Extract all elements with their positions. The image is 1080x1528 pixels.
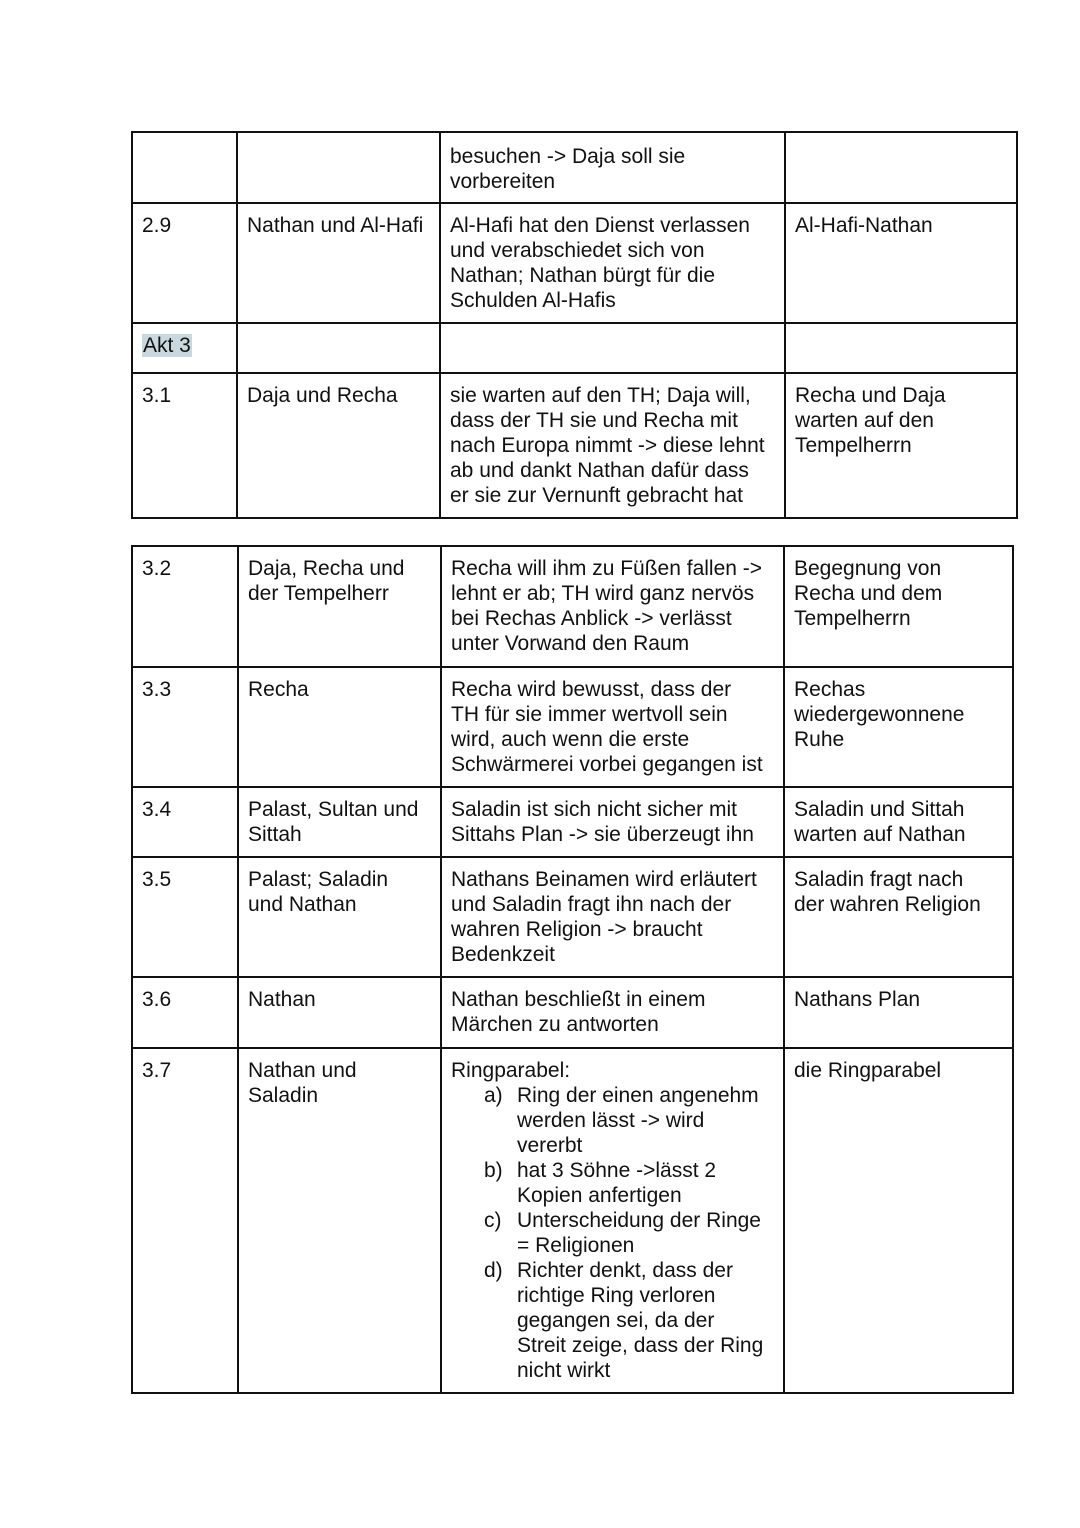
content-line: dass der TH sie und Recha mit: [450, 409, 738, 432]
content-line: Nathan beschließt in einem: [451, 988, 706, 1011]
content-cell: [441, 546, 784, 667]
list-item: [484, 1158, 775, 1208]
persons-line: Nathan und: [248, 1059, 357, 1082]
title-cell: [785, 323, 1017, 373]
content-heading: Ringparabel:: [451, 1059, 571, 1082]
scene-cell: [132, 323, 237, 373]
content-line: Recha will ihm zu Füßen fallen ->: [451, 557, 763, 580]
table-row: [132, 1048, 1013, 1393]
list-line: Richter denkt, dass der: [517, 1259, 733, 1282]
persons-line: Sittah: [248, 823, 302, 846]
content-cell: [441, 1048, 784, 1393]
persons-cell: [238, 546, 441, 667]
scene-number: 3.7: [142, 1059, 172, 1082]
table-row: [132, 667, 1013, 787]
content-line: wahren Religion -> braucht: [451, 918, 703, 941]
scene-number: 3.5: [142, 868, 172, 891]
list-line: = Religionen: [517, 1234, 635, 1257]
persons-cell: [237, 373, 440, 518]
content-cell: [440, 323, 785, 373]
title-line: Nathans Plan: [794, 988, 921, 1011]
persons-line: der Tempelherr: [248, 582, 389, 605]
content-cell: [440, 132, 785, 203]
content-line: sie warten auf den TH; Daja will,: [450, 384, 751, 407]
content-line: unter Vorwand den Raum: [451, 632, 690, 655]
scene-cell: [132, 1048, 238, 1393]
persons-line: und Nathan: [248, 893, 357, 916]
list-marker: d): [484, 1259, 503, 1282]
title-cell: [785, 132, 1017, 203]
list-line: werden lässt -> wird: [517, 1109, 705, 1132]
scene-number: 2.9: [142, 214, 172, 237]
ring-parable-list: [451, 1083, 775, 1383]
persons-line: Recha: [248, 678, 309, 701]
content-line: ab und dankt Nathan dafür dass: [450, 459, 749, 482]
scene-number: 3.1: [142, 384, 172, 407]
scene-cell: [132, 787, 238, 857]
table-row: [132, 323, 1017, 373]
title-cell: [785, 203, 1017, 323]
title-text: Al-Hafi-Nathan: [795, 214, 933, 237]
list-line: Kopien anfertigen: [517, 1184, 682, 1207]
title-line: der wahren Religion: [794, 893, 981, 916]
scene-cell: [132, 667, 238, 787]
persons-cell: [238, 977, 441, 1048]
content-line: Bedenkzeit: [451, 943, 555, 966]
content-line: und Saladin fragt ihn nach der: [451, 893, 732, 916]
content-line: nach Europa nimmt -> diese lehnt: [450, 434, 765, 457]
list-line: nicht wirkt: [517, 1359, 611, 1382]
content-line: bei Rechas Anblick -> verlässt: [451, 607, 732, 630]
table-row: [132, 977, 1013, 1048]
content-cell: [440, 373, 785, 518]
persons-cell: [237, 203, 440, 323]
title-line: Ruhe: [794, 728, 845, 751]
table-row: [132, 546, 1013, 667]
table-row: [132, 203, 1017, 323]
table-row: [132, 857, 1013, 977]
title-line: Recha und Daja: [795, 384, 946, 407]
title-line: Tempelherrn: [795, 434, 912, 457]
title-cell: [785, 373, 1017, 518]
table-row: [132, 787, 1013, 857]
scene-cell: [132, 546, 238, 667]
scene-table-top: [131, 131, 1018, 519]
content-line: und verabschiedet sich von: [450, 239, 705, 262]
scene-number: 3.2: [142, 557, 172, 580]
table-row: [132, 132, 1017, 203]
content-cell: [441, 857, 784, 977]
content-line: besuchen -> Daja soll sie: [450, 145, 686, 168]
list-marker: c): [484, 1209, 502, 1232]
persons-line: Palast, Sultan und: [248, 798, 419, 821]
scene-cell: [132, 203, 237, 323]
content-cell: [441, 977, 784, 1048]
scene-cell: [132, 857, 238, 977]
title-line: Tempelherrn: [794, 607, 911, 630]
scene-cell: [132, 977, 238, 1048]
title-cell: [784, 977, 1013, 1048]
persons-line: Daja, Recha und: [248, 557, 405, 580]
title-cell: [784, 667, 1013, 787]
persons-cell: [238, 667, 441, 787]
persons-line: Nathan: [248, 988, 316, 1011]
title-cell: [784, 857, 1013, 977]
content-cell: [441, 787, 784, 857]
content-line: Schulden Al-Hafis: [450, 289, 616, 312]
list-line: richtige Ring verloren: [517, 1284, 716, 1307]
content-line: er sie zur Vernunft gebracht hat: [450, 484, 744, 507]
content-line: TH für sie immer wertvoll sein: [451, 703, 728, 726]
content-line: Märchen zu antworten: [451, 1013, 659, 1036]
list-item: [484, 1208, 775, 1258]
list-line: vererbt: [517, 1134, 583, 1157]
list-marker: b): [484, 1159, 503, 1182]
content-line: Al-Hafi hat den Dienst verlassen: [450, 214, 750, 237]
persons-line: Saladin: [248, 1084, 319, 1107]
content-line: Recha wird bewusst, dass der: [451, 678, 732, 701]
content-line: Saladin ist sich nicht sicher mit: [451, 798, 737, 821]
title-line: die Ringparabel: [794, 1059, 942, 1082]
content-line: Nathan; Nathan bürgt für die: [450, 264, 716, 287]
persons-line: Palast; Saladin: [248, 868, 389, 891]
content-line: vorbereiten: [450, 170, 556, 193]
title-line: warten auf Nathan: [794, 823, 966, 846]
list-line: Streit zeige, dass der Ring: [517, 1334, 764, 1357]
scene-number: 3.4: [142, 798, 172, 821]
list-item: [484, 1258, 775, 1383]
title-line: Saladin und Sittah: [794, 798, 965, 821]
list-marker: a): [484, 1084, 503, 1107]
title-line: Begegnung von: [794, 557, 942, 580]
content-cell: [441, 667, 784, 787]
persons-text: Nathan und Al-Hafi: [247, 214, 424, 237]
scene-number: 3.3: [142, 678, 172, 701]
persons-text: Daja und Recha: [247, 384, 398, 407]
table-row: [132, 373, 1017, 518]
persons-cell: [238, 787, 441, 857]
title-line: Saladin fragt nach: [794, 868, 964, 891]
list-line: hat 3 Söhne ->lässt 2: [517, 1159, 717, 1182]
title-line: Rechas: [794, 678, 866, 701]
scene-cell: [132, 373, 237, 518]
content-line: lehnt er ab; TH wird ganz nervös: [451, 582, 755, 605]
content-line: Sittahs Plan -> sie überzeugt ihn: [451, 823, 754, 846]
title-line: Recha und dem: [794, 582, 943, 605]
content-line: Nathans Beinamen wird erläutert: [451, 868, 757, 891]
title-line: wiedergewonnene: [794, 703, 965, 726]
scene-number: 3.6: [142, 988, 172, 1011]
list-item: [484, 1083, 775, 1158]
scene-table-bottom: [131, 545, 1014, 1394]
list-line: gegangen sei, da der: [517, 1309, 715, 1332]
content-line: Schwärmerei vorbei gegangen ist: [451, 753, 763, 776]
content-cell: [440, 203, 785, 323]
persons-cell: [237, 323, 440, 373]
content-line: wird, auch wenn die erste: [451, 728, 690, 751]
list-line: Unterscheidung der Ringe: [517, 1209, 761, 1232]
scene-cell: [132, 132, 237, 203]
list-line: Ring der einen angenehm: [517, 1084, 759, 1107]
act-label: Akt 3: [143, 334, 191, 357]
persons-cell: [238, 1048, 441, 1393]
persons-cell: [238, 857, 441, 977]
title-line: warten auf den: [795, 409, 934, 432]
title-cell: [784, 1048, 1013, 1393]
title-cell: [784, 787, 1013, 857]
title-cell: [784, 546, 1013, 667]
persons-cell: [237, 132, 440, 203]
